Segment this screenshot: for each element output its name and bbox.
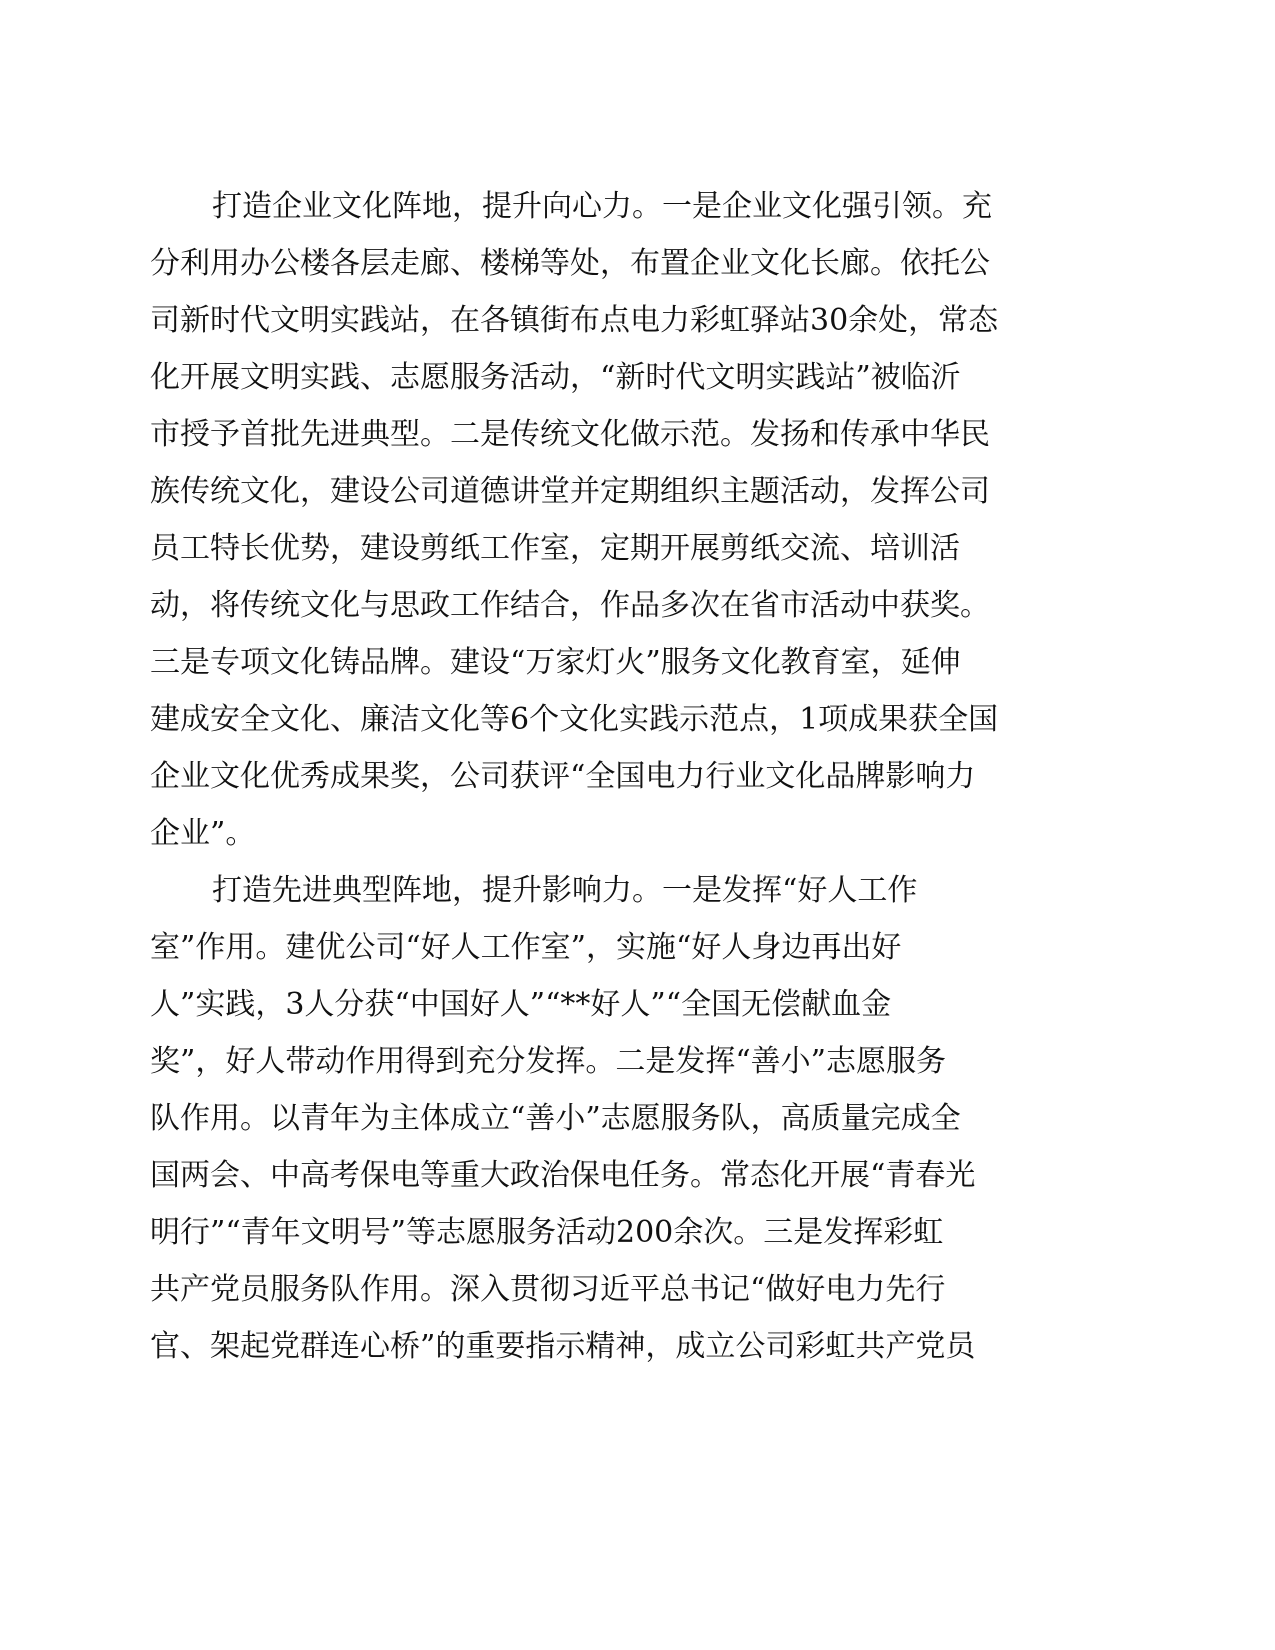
paragraph-1-line: 企业”。 [150,816,256,851]
paragraph-2-line: 队作用。以青年为主体成立“善小”志愿服务队，高质量完成全 [150,1101,961,1136]
paragraph-2-line: 共产党员服务队作用。深入贯彻习近平总书记“做好电力先行 [150,1272,946,1307]
paragraph-2-line: 国两会、中高考保电等重大政治保电任务。常态化开展“青春光 [150,1158,976,1193]
paragraph-1-line: 市授予首批先进典型。二是传统文化做示范。发扬和传承中华民 [150,417,990,452]
paragraph-1-line: 司新时代文明实践站，在各镇街布点电力彩虹驿站30余处，常态 [150,303,999,338]
paragraph-1-line: 族传统文化，建设公司道德讲堂并定期组织主题活动，发挥公司 [150,474,990,509]
paragraph-1-line: 建成安全文化、廉洁文化等6个文化实践示范点，1项成果获全国 [150,702,999,737]
paragraph-2-line: 室”作用。建优公司“好人工作室”，实施“好人身边再出好 [150,930,902,965]
paragraph-1-line: 员工特长优势，建设剪纸工作室，定期开展剪纸交流、培训活 [150,531,960,566]
paragraph-1-line: 三是专项文化铸品牌。建设“万家灯火”服务文化教育室，延伸 [150,645,961,680]
document-body [150,178,1085,1375]
paragraph-2-line: 官、架起党群连心桥”的重要指示精神，成立公司彩虹共产党员 [150,1329,976,1364]
paragraph-1-line: 动，将传统文化与思政工作结合，作品多次在省市活动中获奖。 [150,588,990,623]
paragraph-1-line: 打造企业文化阵地，提升向心力。一是企业文化强引领。充 [212,189,992,224]
paragraph-2-line: 打造先进典型阵地，提升影响力。一是发挥“好人工作 [212,873,918,908]
paragraph-2-line: 奖”，好人带动作用得到充分发挥。二是发挥“善小”志愿服务 [150,1044,947,1079]
paragraph-2-line: 人”实践，3人分获“中国好人”“**好人”“全国无偿献血金 [150,987,892,1022]
paragraph-1-line: 企业文化优秀成果奖，公司获评“全国电力行业文化品牌影响力 [150,759,976,794]
paragraph-2-line: 明行”“青年文明号”等志愿服务活动200余次。三是发挥彩虹 [150,1215,944,1250]
paragraph-1-line: 化开展文明实践、志愿服务活动，“新时代文明实践站”被临沂 [150,360,961,395]
paragraph-1-line: 分利用办公楼各层走廊、楼梯等处，布置企业文化长廊。依托公 [150,246,990,281]
